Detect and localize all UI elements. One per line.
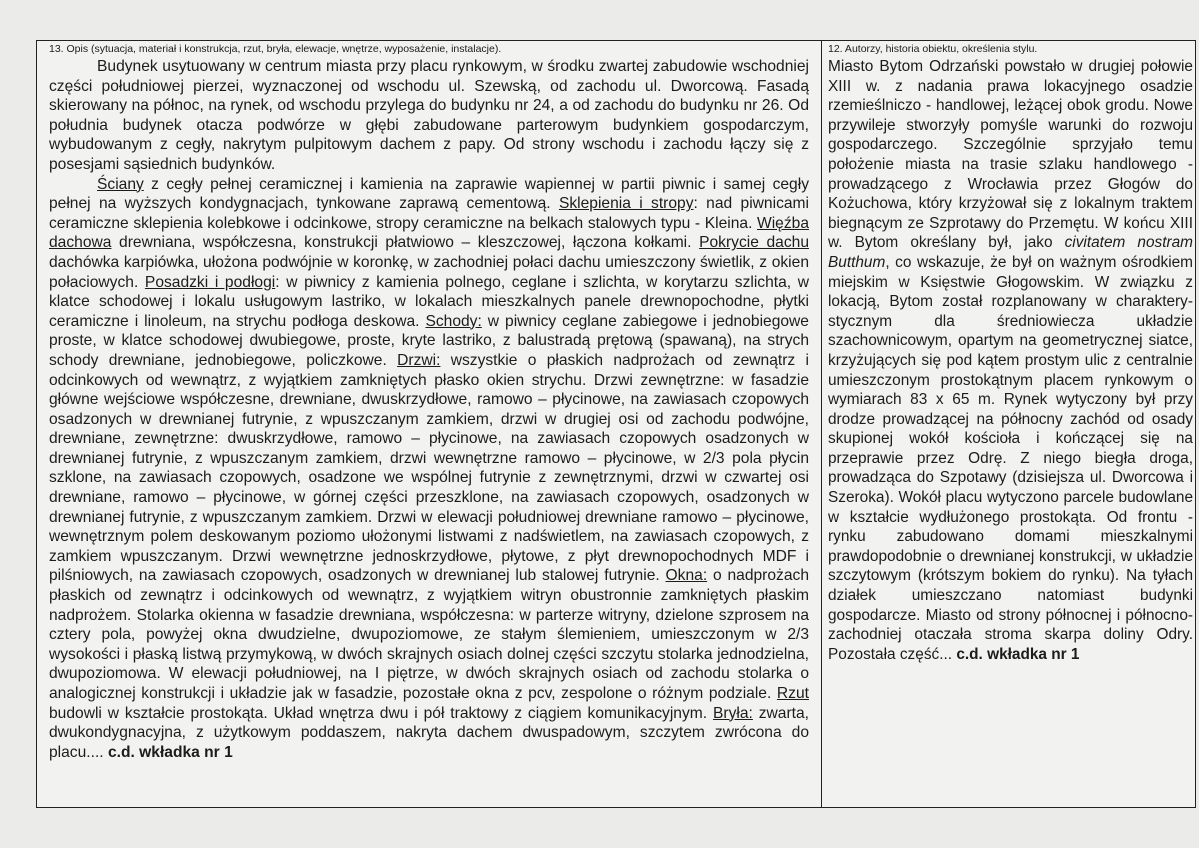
description-form (36, 40, 1196, 808)
stairs-heading: Schody: (425, 312, 482, 330)
roofing-heading: Pokrycie dachu (699, 234, 809, 252)
floors-heading: Posadzki i podłogi (144, 273, 276, 291)
windows-heading: Okna: (665, 567, 708, 585)
walls-heading: Ściany (97, 175, 144, 193)
roofing-text: dachówka karpiówka, ułożona podwójnie w koronkę, w zachodniej połaci dachu umieszczony świetlik, z okien połaciowych. (49, 253, 809, 291)
history-header: 12. Autorzy, historia obiektu, określenia stylu. (828, 43, 1038, 55)
roof-truss-text: drewniana, współczesna, konstrukcji płatwiowo – kleszczowej, łączona kołkami. (111, 234, 700, 252)
description-text (49, 57, 809, 762)
vaults-text: : nad piwnicami ceramiczne sklepienia kolebkowe i odcinkowe, stropy ceramiczne na belkach stalowych typu - Kleina. (49, 195, 809, 232)
massing-heading: Bryła: (712, 704, 753, 722)
history-continuation-note: c.d. wkładka nr 1 (956, 645, 1080, 663)
floors-text: : w piwnicy z kamienia polnego, ceglane i szlichta, w korytarzu szlichta, w klatce schodowej i lokalu usługowym lastriko, w lokalach mieszkalnych panele drewnopochodne, płytki ceramiczne i linoleum, na strychu podłoga deskowa. (49, 273, 810, 330)
history-text (828, 57, 1193, 664)
roof-truss-heading: Więźba dachowa (49, 214, 809, 252)
history-text-part2: , co wskazuje, że był on ważnym ośrodkiem miejskim w Księstwie Głogowskim. W związku z lokacją, Bytom został rozplanowany w charaktery-stycznym dla średniowiecza układzie szachownicowym, opartym na geometrycznej siatce, krzyżujących się pod kątem prostym ulic z centralnie umieszczonym prostokątnym placem rynkowym o wymiarach 83 x 65 m. Rynek wytyczony był przy drodze prowadzącej na północny zachód od osady skupionej wokół kościoła i kończącej się na przeprawie przez Odrę. Z niego biegła droga, prowadząca do Szpotawy (dzisiejsza ul. Dworcowa i Szeroka). Wokół placu wytyczono parcele budowlane w kształcie wydłużonego prostokąta. Od frontu - rynku zabudowano domami mieszkalnymi prawdopodobnie o drewnianej konstrukcji, w układzie szczytowym (krótszym bokiem do rynku). Na tyłach działek umieszczano natomiast budynki gospodarcze. Miasto od strony północnej i północno-zachodniej otaczała stroma skarpa doliny Odry. Pozostała część... (828, 253, 1193, 663)
history-column (822, 41, 1197, 807)
location-paragraph: Budynek usytuowany w centrum miasta przy placu rynkowym, w środku zwartej zabudowie wschodniej części południowej pierzei, wyznaczonej od wschodu ul. Szewską, od zachodu ul. Dworcową. Fasadą skierowany na północ, na rynek, od wschodu przylega do budynku nr 24, a od zachodu do budynku nr 26. Od południa budynek otacza podwórze w głębi zabudowane parterowym budynkiem gospodarczym, wybudowanym z cegły, nakrytym pulpitowym dachem z papy. Od strony wschodu i zachodu łączy się z posesjami sąsiednich budynków. (49, 58, 809, 173)
windows-text: o nadprożach płaskich od zewnątrz i odcinkowych od wewnątrz, z wyjątkiem witryn obustronnie zamkniętych płaskim nadprożem. Stolarka okienna w fasadzie drewniana, współczesna: w parterze witryny, dzielone szprosem na cztery pola, powyżej okna dwudzielne, dwupoziomowe, ze stałym ślemieniem, umieszczonym w 2/3 wysokości i płaską listwą przymykową, w dwóch skrajnych osiach dolnej części szczytu stolarka jednodzielna, dwupoziomowa. W elewacji południowej, na I piętrze, w dwóch skrajnych osiach od zachodu stolarka o analogicznej konstrukcji i układzie jak w fasadzie, pozostałe okna z pcv, zespolone o różnym podziale. (49, 567, 809, 702)
walls-text: z cegły pełnej ceramicznej i kamienia na zaprawie wapiennej w partii piwnic i samej cegły pełnej na wyższych kondygnacjach, tynkowane zaprawą cementową. (49, 175, 809, 213)
plan-heading: Rzut (776, 685, 809, 702)
massing-text: zwarta, dwukondygnacyjna, z użytkowym poddaszem, nakryta dachem dwuspadowym, szczytem zwrócona do placu.... (49, 704, 809, 761)
doors-heading: Drzwi: (397, 351, 441, 369)
plan-text: budowli w kształcie prostokąta. Układ wnętrza dwu i pół traktowy z ciągiem komunikacyjnym. (49, 704, 713, 722)
vaults-heading: Sklepienia i stropy (558, 195, 694, 213)
latin-quote: civitatem nostram Butthum (828, 234, 1194, 271)
continuation-note: c.d. wkładka nr 1 (107, 743, 233, 761)
doors-text: wszystkie o płaskich nadprożach od zewnątrz i odcinkowych od wewnątrz, z wyjątkiem zamkniętych płasko okien strychu. Drzwi zewnętrzne: w fasadzie główne wejściowe współczesne, drewniane, dwuskrzydłowe, ramowo – płycinowe, na zawiasach czopowych osadzonych w drewnianej futrynie, z wpuszczanym zamkiem, drzwi w drugiej osi od zachodu podwójne, drewniane, zewnętrzne: dwuskrzydłowe, ramowo – płycinowe, na zawiasach czopowych osadzonych w drewnianej futrynie, z wpuszczanym zamkiem, drzwi wewnętrzne ramowo – płycinowe, w 2/3 pola płycin szklone, na zawiasach czopowych, osadzone we wspólnej futrynie z zewnętrznymi, drzwi w czwartej osi drewniane, ramowo – płycinowe, w górnej części przeszklone, na zawiasach czopowych, osadzonych w drewnianej futrynie, z wpuszczanym zamkiem. Drzwi w elewacji południowej drewniane ramowo – płycinowe, wewnętrznym polem deskowanym poziomo ułożonymi listwami z nadświetlem, na zawiasach czopowych, z zamkiem wpuszczanym. Drzwi wewnętrzne jednoskrzydłowe, płytowe, z płyt drewnopochodnych MDF i pilśniowych, na zawiasach czopowych, osadzonych w drewnianej lub stalowej futrynie. (49, 351, 809, 585)
stairs-text: w piwnicy ceglane zabiegowe i jednobiegowe proste, w klatce schodowej dwubiegowe, proste, kryte lastriko, z balustradą prętową (spawaną), na strych schody drewniane, jednobiegowe, policzkowe. (49, 312, 809, 369)
description-header: 13. Opis (sytuacja, materiał i konstrukcja, rzut, bryła, elewacje, wnętrze, wyposażenie, instalacje). (49, 43, 502, 55)
history-text-part1: Miasto Bytom Odrzański powstało w drugiej połowie XIII w. z nadania prawa lokacyjnego osadzie rzemieślniczo - handlowej, leżącej obok grodu. Nowe przywileje stworzyły pomyśle warunki do rozwoju gospodarczego. Szczególnie sprzyjało temu położenie miasta na trasie szlaku handlowego - prowadzącego z Wrocławia przez Głogów do Kożuchowa, który krzyżował się z lokalnym traktem biegnącym ze Szprotawy do Przemętu. W końcu XIII w. Bytom określany był, jako (828, 58, 1193, 252)
description-column (37, 41, 822, 807)
